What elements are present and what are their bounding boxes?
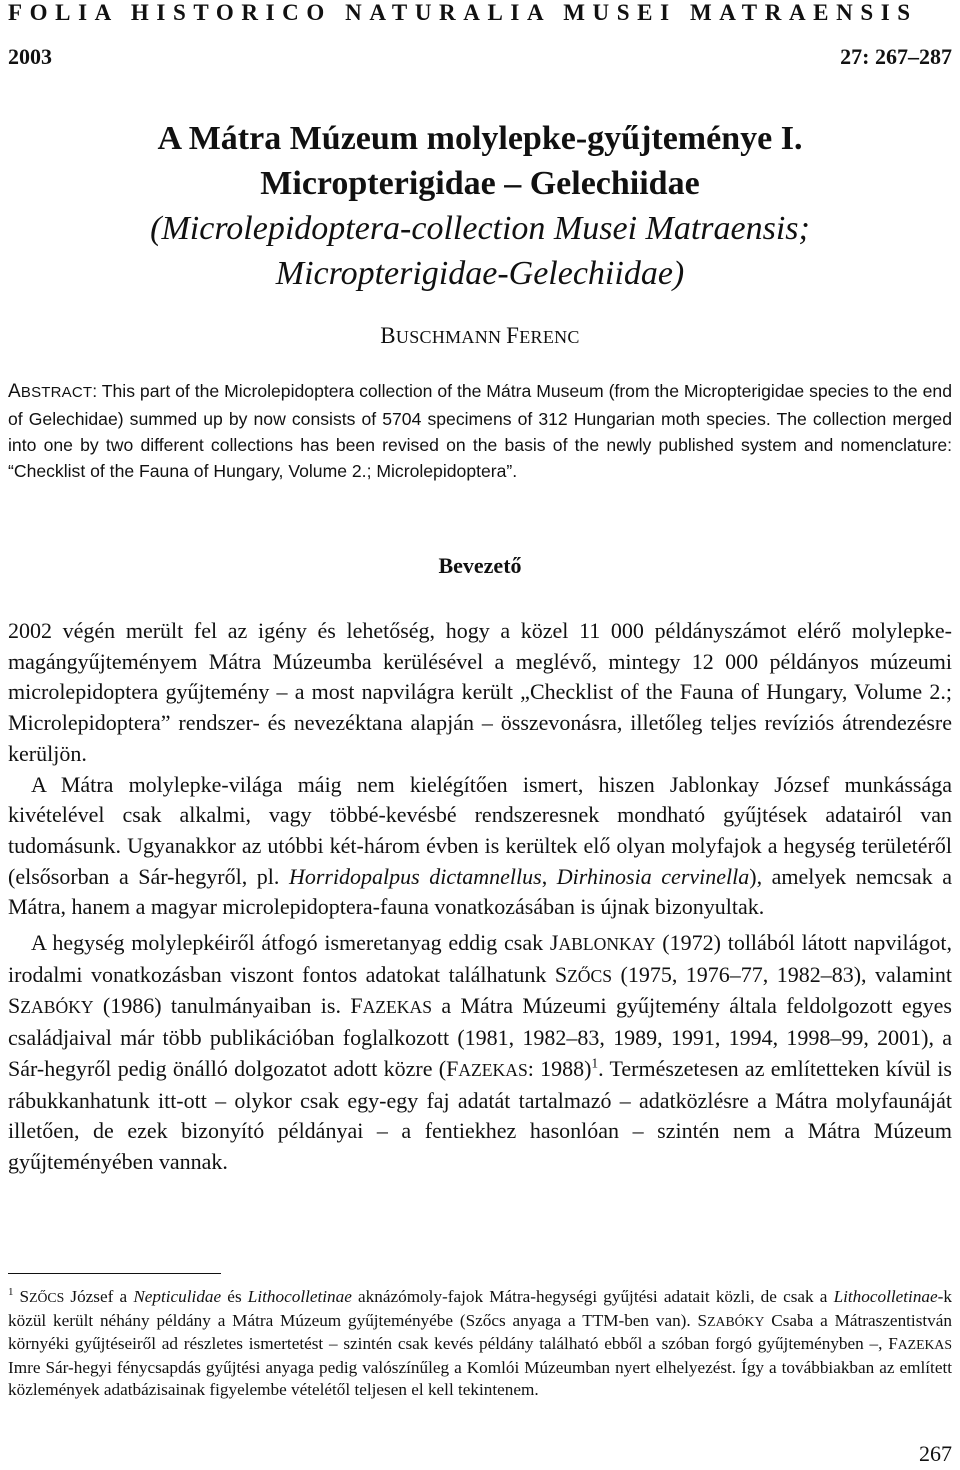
fn-taxon-nepticulidae: Nepticulidae: [133, 1287, 222, 1306]
cite-szaboky-rest: ZABÓKY: [20, 997, 94, 1018]
fn-text-c: aknázómoly-fajok Mátra-hegységi gyűjtési adatait közli, de csak a: [351, 1287, 834, 1306]
fn-text-b: és: [221, 1287, 248, 1306]
fn-szaboky-rest: ZABÓKY: [707, 1313, 765, 1329]
cite-fazekas-rest: AZEKAS: [362, 997, 432, 1018]
footnote-number: 1: [8, 1286, 14, 1299]
year: 2003: [8, 44, 52, 69]
paragraph-1: 2002 végén merült fel az igény és lehetőség, hogy a közel 11 000 példányszámot elérő molylepke-magángyűjteményem Mátra Múzeumba kerülésével a meglévő, mintegy 12 000 példányos múzeumi microlepidoptera gyűjtemény – a most napvilágra került „Checklist of the Fauna of Hungary, Volume 2.; Microlepidoptera” rendszer- és nevezéktana alapján – összevonásra, illetőleg teljes revíziós átrendezésre kerüljön.: [8, 618, 952, 766]
fn-taxon-lithocolletinae: Lithocolletinae: [247, 1287, 352, 1306]
abstract-colon: :: [92, 381, 98, 401]
abstract-label-rest: BSTRACT: [20, 384, 93, 401]
p3-text-g: . Természetesen az említetteken kívül is rábukkanhatunk itt-ott – olykor csak egy-egy faj adatát tartalmazó – adatközlésre a Mátra molyfaunáját illetően, de ezek bizonyító példányai – a fentiekhez hasonlóan – szintén nem a Mátra Múzeum gyűjteményében vannak.: [8, 1055, 952, 1174]
abstract-label: [8, 381, 93, 402]
fn-szocs-initial: S: [19, 1287, 30, 1306]
p3-text-a: A hegység molylepkéiről átfogó ismeretanyag eddig csak: [31, 930, 550, 956]
p3-text-b: (1972) tollából látott napvilágot, irodalmi vonatkozásban viszont fontos adatokat találhatunk: [8, 930, 953, 987]
article-title: [0, 116, 960, 296]
section-heading: Bevezető: [438, 553, 522, 578]
author-surname-rest: USCHMANN: [395, 327, 502, 347]
title-line-2: Micropterigidae – Gelechiidae: [260, 165, 700, 202]
journal-name: FOLIA HISTORICO NATURALIA MUSEI MATRAENSIS: [8, 0, 918, 25]
fn-taxon-lithocolletinae-2: Lithocolletinae: [833, 1287, 938, 1306]
footnote: [8, 1286, 952, 1402]
body-text: [8, 616, 952, 1178]
p2-text-b: ,: [541, 863, 557, 889]
p3-text-e: a Mátra Múzeumi gyűjtemény általa feldolgozott egyes családjaival már több publikációban foglalkozott (1981, 1982–83, 1989, 1991, 1994, 1998–99, 2001), a Sár-hegyről pedig önálló dolgozatot adott közre (: [8, 993, 952, 1081]
title-line-3: (Microlepidoptera-collection Musei Matraensis;: [150, 210, 810, 247]
cite-szaboky-initial: S: [8, 993, 21, 1019]
p2-text-a: A Mátra molylepke-világa máig nem kielégítően ismert, hiszen Jablonkay József munkássága kivételével csak alkalmi, vagy többé-kevésbé rendszeresnek mondható gyűjtések adatairól van tudomásunk. Ugyanakkor az utóbbi két-három évben is kerültek elő olyan molyfajok a hegység területéről (elsősorban a Sár-hegyről, pl.: [8, 771, 952, 889]
cite-fazekas-2-rest: AZEKAS: [458, 1059, 528, 1080]
paragraph-2: [8, 770, 952, 924]
species-dirhinosia: Dirhinosia cervinella: [556, 863, 750, 889]
cite-szocs-rest: ZŐCS: [567, 965, 613, 986]
cite-fazekas-2: [446, 1056, 528, 1081]
fn-fazekas-rest: AZEKAS: [897, 1337, 952, 1353]
page-number: 267: [919, 1441, 952, 1466]
author-given-initial: F: [506, 323, 520, 348]
footnote-divider: [8, 1273, 221, 1274]
cite-jablonkay-rest: ABLONKAY: [558, 934, 656, 955]
author-name: [0, 323, 960, 349]
cite-fazekas-2-initial: F: [446, 1055, 459, 1081]
cite-szocs-initial: S: [554, 961, 568, 987]
abstract: [8, 378, 952, 484]
abstract-text: This part of the Microlepidoptera collection of the Mátra Museum (from the Micropterigidae species to the end of Gelechidae) summed up by now consists of 5704 specimens of 312 Hungarian moth species. The collection merged into one by two different collections has been revised on the basis of the newly published system and nomenclature: “Checklist of the Fauna of Hungary, Volume 2.; Microlepidoptera”.: [8, 381, 952, 481]
p3-text-f: : 1988): [527, 1055, 592, 1081]
cite-fazekas: [350, 993, 432, 1018]
paragraph-3: [8, 928, 952, 1178]
cite-szaboky: [8, 993, 94, 1018]
fn-text-a: József a: [64, 1287, 134, 1306]
footnote-ref[interactable]: 1: [591, 1055, 599, 1071]
cite-jablonkay: [550, 930, 656, 955]
cite-jablonkay-initial: J: [549, 930, 559, 956]
p3-text-d: (1986) tanulmányaiban is.: [93, 993, 351, 1019]
cite-fazekas-initial: F: [350, 993, 363, 1019]
author-surname-initial: B: [380, 323, 396, 348]
fn-text-f: Imre Sár-hegyi fénycsapdás gyűjtési anyaga pedig valószínűleg a Komlói Múzeumban nyert elhelyezést. Így a továbbiakban az említett közlemények adatbázisainak figyelembe vételétől teljesen el kell tekintenem.: [8, 1357, 952, 1400]
abstract-label-initial: A: [8, 381, 21, 402]
fn-szocs-rest: ZŐCS: [29, 1290, 65, 1305]
fn-szaboky-initial: S: [697, 1310, 708, 1330]
volume-pages: 27: 267–287: [840, 44, 952, 69]
p2-text-c: ), amelyek nemcsak a Mátra, hanem a magyar microlepidoptera-fauna vonatkozásában is újnak bizonyultak.: [8, 863, 952, 920]
author-given-rest: ERENC: [519, 327, 580, 347]
issue-line: [8, 44, 952, 70]
p3-text-c: (1975, 1976–77, 1982–83), valamint: [612, 961, 952, 987]
cite-szocs: [555, 962, 612, 987]
title-line-4: Micropterigidae-Gelechiidae): [275, 255, 685, 292]
fn-text-d: -k közül került néhány példány a Mátra Múzeum gyűjteményébe (Szőcs anyaga a TTM-ben van).: [8, 1287, 952, 1330]
fn-text-e: Csaba a Mátraszentistván környéki gyűjtéseiről ad részletes ismertetést – szintén csak kevés példány található ebből a szóban forgó gyűjteményben –,: [8, 1310, 952, 1354]
fn-fazekas-initial: F: [888, 1334, 898, 1354]
title-line-1: A Mátra Múzeum molylepke-gyűjteménye I.: [157, 120, 803, 157]
species-horridopalpus: Horridopalpus dictamnellus: [288, 863, 542, 889]
